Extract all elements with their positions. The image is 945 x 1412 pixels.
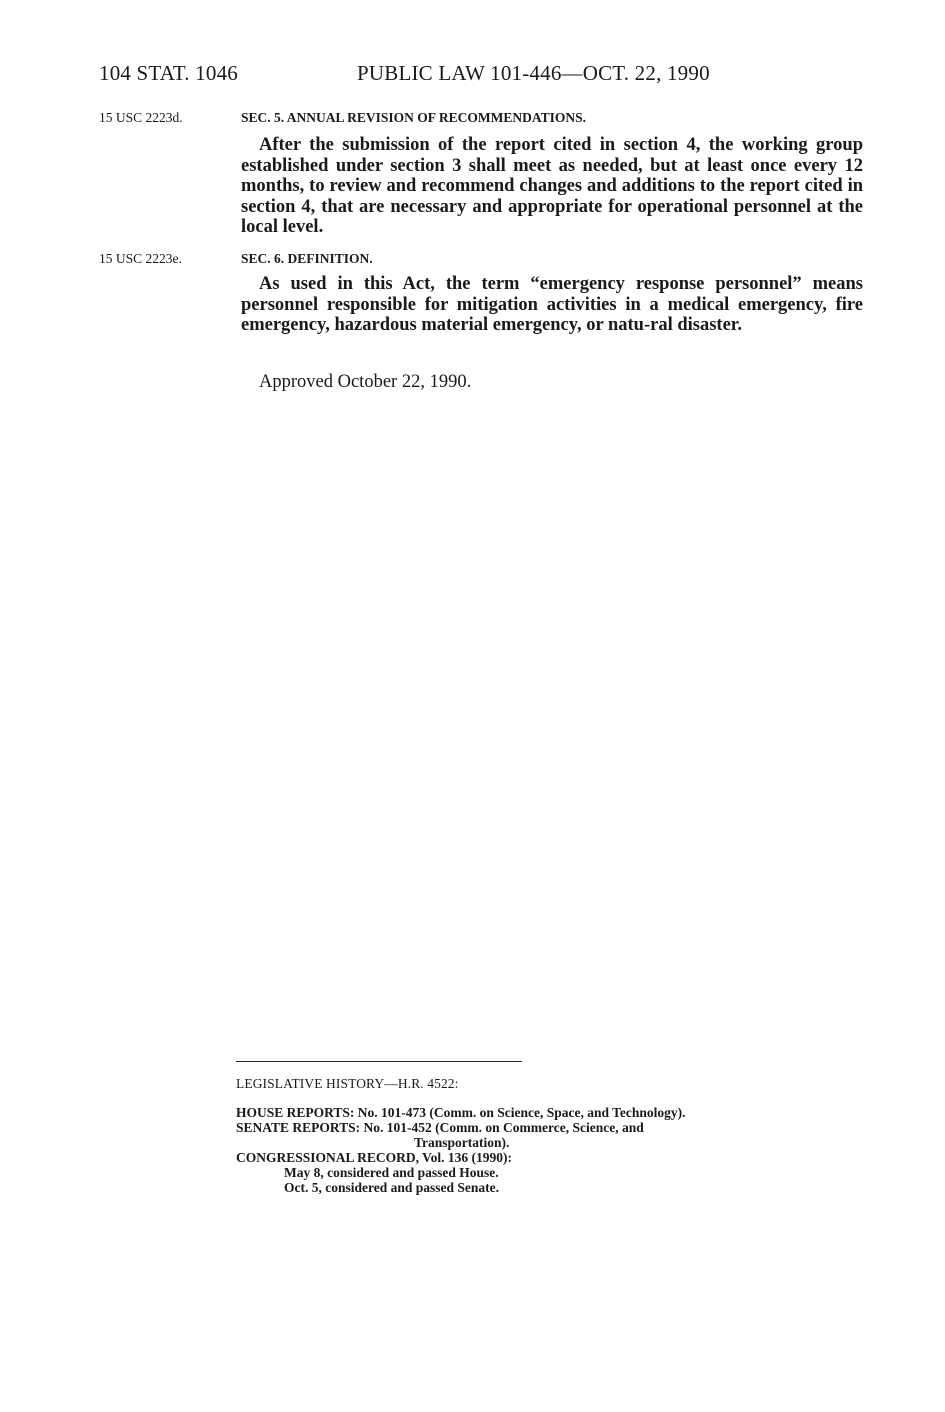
section-5-body: After the submission of the report cited in section 4, the working group established under section 3 shall meet as needed, but at least once every 12 months, to review and recommend changes and additions to the report cited in section 4, that are necessary and appropriate for operational personnel at the local level. (241, 135, 863, 237)
congressional-record: CONGRESSIONAL RECORD, Vol. 136 (1990): (236, 1150, 513, 1165)
margin-note-usc-2223e: 15 USC 2223e. (99, 251, 182, 266)
stat-page-number: 104 STAT. 1046 (99, 61, 238, 85)
approval-date: Approved October 22, 1990. (259, 372, 472, 392)
section-6-body: As used in this Act, the term “emergency response personnel” means personnel responsible for mitigation activities in a medical emergency, fire emergency, hazardous material emergency, or natu-ral disaster. (241, 274, 863, 335)
record-entry-senate: Oct. 5, considered and passed Senate. (284, 1180, 500, 1195)
senate-reports-continued: Transportation). (414, 1135, 510, 1150)
record-entry-house: May 8, considered and passed House. (284, 1165, 499, 1180)
legislative-history-title: LEGISLATIVE HISTORY—H.R. 4522: (236, 1076, 459, 1091)
house-reports: HOUSE REPORTS: No. 101-473 (Comm. on Science, Space, and Technology). (236, 1105, 686, 1120)
senate-reports: SENATE REPORTS: No. 101-452 (Comm. on Commerce, Science, and (236, 1120, 644, 1135)
section-5-heading: SEC. 5. ANNUAL REVISION OF RECOMMENDATIONS. (241, 110, 587, 125)
public-law-header: PUBLIC LAW 101-446—OCT. 22, 1990 (357, 61, 710, 85)
footnote-divider (236, 1061, 522, 1062)
legislative-history-block (236, 1105, 686, 1195)
section-6-heading: SEC. 6. DEFINITION. (241, 251, 373, 266)
margin-note-usc-2223d: 15 USC 2223d. (99, 110, 183, 125)
